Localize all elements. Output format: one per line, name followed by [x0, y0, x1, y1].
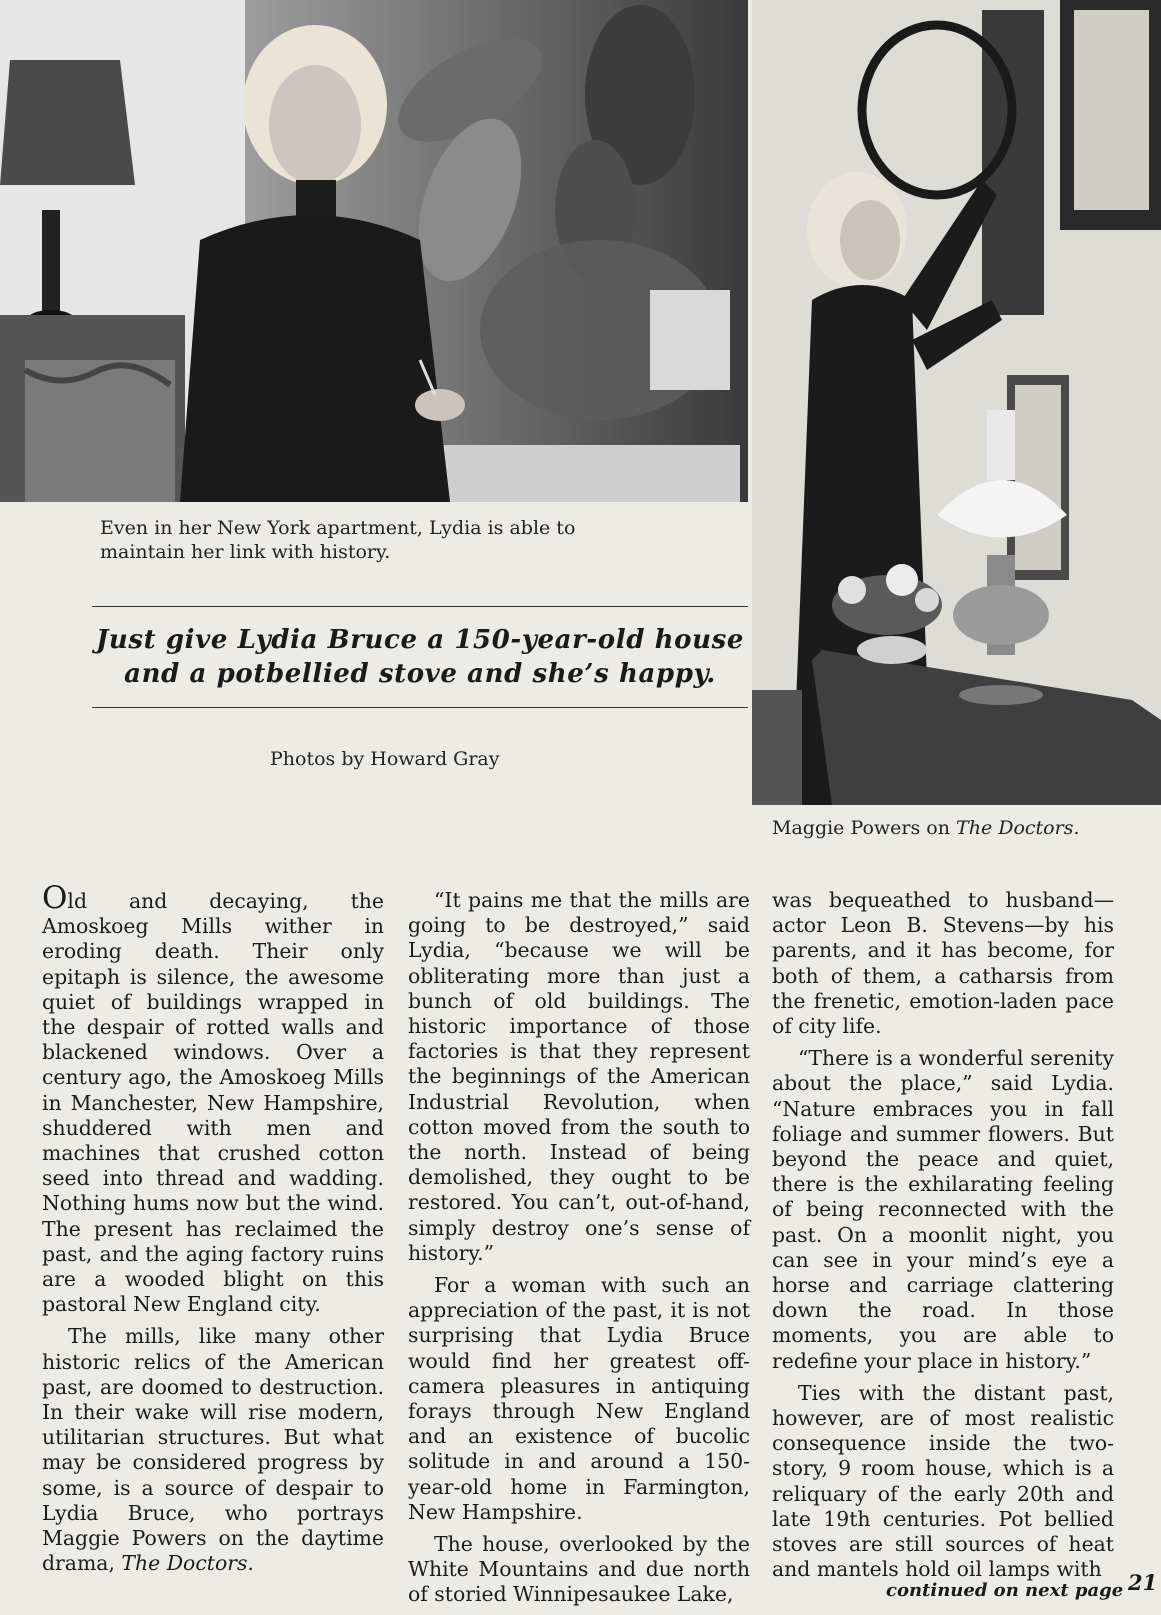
caption-maggie-prefix: Maggie Powers on: [772, 817, 957, 839]
drop-cap: O: [42, 880, 68, 916]
headline-line-2: and a potbellied stove and she’s happy.: [124, 659, 716, 689]
photo-lydia-at-desk: [0, 0, 748, 502]
article-paragraph: Ties with the distant past, however, are of most realistic consequence inside the two-story, 9 room house, which is a reliquary of the early 20th and late 19th centuries. Pot bellied stoves are still sources of heat and mantels hold oil lamps with: [772, 1380, 1114, 1582]
photo-lydia-at-desk-image: [0, 0, 748, 502]
headline-line-1: Just give Lydia Bruce a 150-year-old house: [95, 625, 744, 655]
photo-credit: Photos by Howard Gray: [270, 748, 500, 770]
article-paragraph: For a woman with such an appreciation of the past, it is not surprising that Lydia Bruce would find her greatest off-camera pleasures in antiquing forays through New England and an existence of bucolic solitude in and around a 150-year-old home in Farmington, New Hampshire.: [408, 1273, 750, 1524]
article-paragraph: was bequeathed to husband—actor Leon B. Stevens—by his parents, and it has become, for both of them, a catharsis from the frenetic, emotion-laden pace of city life.: [772, 888, 1114, 1039]
article-show-title: The Doctors.: [121, 1551, 254, 1576]
headline: [92, 606, 748, 708]
article-paragraph: [42, 880, 384, 1317]
article-paragraph: [42, 1324, 384, 1576]
article-text: The mills, like many other historic relics of the American past, are doomed to destruction. In their wake will rise modern, utilitarian structures. But what may be considered progress by some, is a source of despair to Lydia Bruce, who portrays Maggie Powers on the daytime drama,: [42, 1324, 384, 1576]
article-column-1: [42, 880, 384, 1583]
article-text: ld and decaying, the Amoskoeg Mills wither in eroding death. Their only epitaph is silence, the awesome quiet of buildings wrapped in the despair of rotted walls and blackened windows. Over a century ago, the Amoskoeg Mills in Manchester, New Hampshire, shuddered with men and machines that crushed cotton seed into thread and wadding. Nothing hums now but the wind. The present has reclaimed the past, and the aging factory ruins are a wooded blight on this pastoral New England city.: [42, 889, 384, 1317]
article-column-2: [408, 888, 750, 1615]
caption-desk-photo: Even in her New York apartment, Lydia is able to maintain her link with history.: [100, 517, 576, 563]
page-number: 21: [1128, 1570, 1158, 1595]
article-paragraph: The house, overlooked by the White Mountains and due north of storied Winnipesaukee Lake,: [408, 1532, 750, 1607]
caption-maggie-photo: [772, 816, 1152, 840]
article-column-3: [772, 888, 1114, 1589]
caption-maggie-suffix: .: [1073, 817, 1080, 839]
photo-maggie-powers: [752, 0, 1161, 805]
article-paragraph: “It pains me that the mills are going to be destroyed,” said Lydia, “because we will be obliterating more than just a bunch of old buildings. The historic importance of those factories is that they represent the beginnings of the American Industrial Revolution, when cotton moved from the south to the north. Instead of being demolished, they ought to be restored. You can’t, out-of-hand, simply destroy one’s sense of history.”: [408, 888, 750, 1265]
photo-maggie-powers-image: [752, 0, 1161, 805]
caption-maggie-show: The Doctors: [956, 817, 1074, 839]
article-paragraph: “There is a wonderful serenity about the place,” said Lydia. “Nature embraces you in fall foliage and summer flowers. But beyond the peace and quiet, there is the exhilarating feeling of being reconnected with the past. On a moonlit night, you can see in your mind’s eye a horse and carriage clattering down the road. In those moments, you are able to redefine your place in history.”: [772, 1046, 1114, 1373]
continued-note: continued on next page: [886, 1580, 1124, 1601]
